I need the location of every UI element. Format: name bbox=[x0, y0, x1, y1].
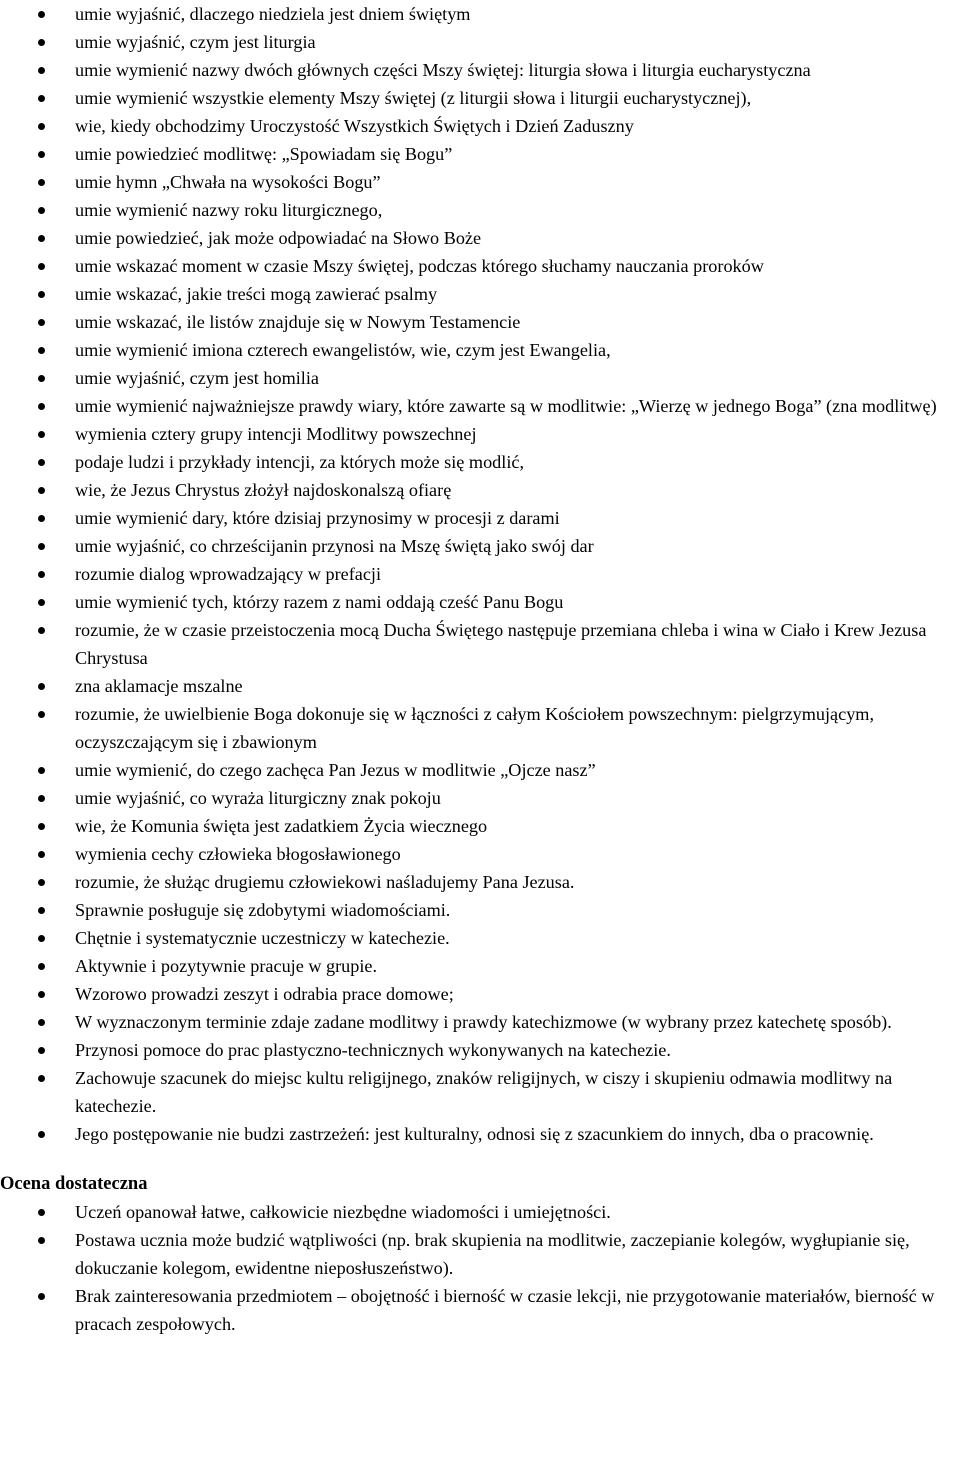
list-item bbox=[0, 616, 960, 672]
bullet-icon bbox=[38, 1131, 45, 1138]
list-item-text: rozumie, że w czasie przeistoczenia mocą Ducha Świętego następuje przemiana chleba i wina w Ciało i Krew Jezusa Chrystusa bbox=[75, 620, 927, 668]
bullet-icon bbox=[38, 627, 45, 634]
bullet-icon bbox=[38, 487, 45, 494]
list-item bbox=[0, 280, 960, 308]
bullet-icon bbox=[38, 151, 45, 158]
list-item-text: zna aklamacje mszalne bbox=[75, 676, 243, 696]
list-item bbox=[0, 392, 960, 420]
list-item-text: Wzorowo prowadzi zeszyt i odrabia prace domowe; bbox=[75, 984, 454, 1004]
list-item-text: umie wymienić nazwy dwóch głównych części Mszy świętej: liturgia słowa i liturgia eucharystyczna bbox=[75, 60, 811, 80]
list-item-text: umie wyjaśnić, czym jest liturgia bbox=[75, 32, 316, 52]
list-item bbox=[0, 896, 960, 924]
list-item-text: rozumie, że uwielbienie Boga dokonuje się w łączności z całym Kościołem powszechnym: pielgrzymującym, oczyszczającym się i zbawionym bbox=[75, 704, 874, 752]
list-item-text: umie wyjaśnić, co chrześcijanin przynosi na Mszę świętą jako swój dar bbox=[75, 536, 594, 556]
bullet-icon bbox=[38, 571, 45, 578]
list-item-text: Uczeń opanował łatwe, całkowicie niezbędne wiadomości i umiejętności. bbox=[75, 1202, 611, 1222]
bullet-icon bbox=[38, 683, 45, 690]
bullet-icon bbox=[38, 263, 45, 270]
list-item-text: umie wymienić najważniejsze prawdy wiary, które zawarte są w modlitwie: „Wierzę w jednego Boga” (zna modlitwę) bbox=[75, 396, 937, 416]
list-item bbox=[0, 1008, 960, 1036]
list-item bbox=[0, 756, 960, 784]
list-item bbox=[0, 56, 960, 84]
list-item bbox=[0, 980, 960, 1008]
list-item bbox=[0, 420, 960, 448]
list-item-text: Przynosi pomoce do prac plastyczno-technicznych wykonywanych na katechezie. bbox=[75, 1040, 671, 1060]
list-item-text: rozumie, że służąc drugiemu człowiekowi naśladujemy Pana Jezusa. bbox=[75, 872, 575, 892]
list-item-text: W wyznaczonym terminie zdaje zadane modlitwy i prawdy katechizmowe (w wybrany przez katechetę sposób). bbox=[75, 1012, 892, 1032]
bullet-icon bbox=[38, 1209, 45, 1216]
list-item bbox=[0, 588, 960, 616]
list-item bbox=[0, 1226, 960, 1282]
bullet-icon bbox=[38, 879, 45, 886]
bullet-icon bbox=[38, 235, 45, 242]
bullet-icon bbox=[38, 347, 45, 354]
list-item bbox=[0, 952, 960, 980]
bullet-icon bbox=[38, 403, 45, 410]
bullet-icon bbox=[38, 291, 45, 298]
list-item bbox=[0, 1120, 960, 1148]
list-item bbox=[0, 140, 960, 168]
list-item bbox=[0, 1036, 960, 1064]
bullet-icon bbox=[38, 431, 45, 438]
list-item-text: Postawa ucznia może budzić wątpliwości (np. brak skupienia na modlitwie, zaczepianie kolegów, wygłupianie się, dokuczanie kolegom, ewidentne nieposłuszeństwo). bbox=[75, 1230, 910, 1278]
bullet-icon bbox=[38, 851, 45, 858]
list-item-text: wymienia cztery grupy intencji Modlitwy powszechnej bbox=[75, 424, 477, 444]
list-item bbox=[0, 84, 960, 112]
list-item bbox=[0, 1282, 960, 1338]
bullet-icon bbox=[38, 179, 45, 186]
bullet-icon bbox=[38, 515, 45, 522]
list-item-text: Zachowuje szacunek do miejsc kultu religijnego, znaków religijnych, w ciszy i skupieniu odmawia modlitwy na katechezie. bbox=[75, 1068, 893, 1116]
list-item-text: Aktywnie i pozytywnie pracuje w grupie. bbox=[75, 956, 378, 976]
bullet-icon bbox=[38, 1075, 45, 1082]
list-item bbox=[0, 28, 960, 56]
list-item bbox=[0, 868, 960, 896]
list-item-text: umie wymienić dary, które dzisiaj przynosimy w procesji z darami bbox=[75, 508, 560, 528]
list-item-text: wymienia cechy człowieka błogosławionego bbox=[75, 844, 401, 864]
bullet-icon bbox=[38, 1019, 45, 1026]
list-item bbox=[0, 252, 960, 280]
list-item-text: umie powiedzieć, jak może odpowiadać na Słowo Boże bbox=[75, 228, 482, 248]
list-item-text: umie powiedzieć modlitwę: „Spowiadam się Bogu” bbox=[75, 144, 453, 164]
list-item bbox=[0, 168, 960, 196]
bullet-icon bbox=[38, 711, 45, 718]
list-item-text: wie, że Komunia święta jest zadatkiem Życia wiecznego bbox=[75, 816, 488, 836]
bullet-icon bbox=[38, 991, 45, 998]
list-item-text: umie wskazać, ile listów znajduje się w Nowym Testamencie bbox=[75, 312, 521, 332]
list-item bbox=[0, 812, 960, 840]
list-item bbox=[0, 112, 960, 140]
list-item-text: umie wyjaśnić, dlaczego niedziela jest dniem świętym bbox=[75, 4, 471, 24]
bullet-icon bbox=[38, 39, 45, 46]
list-item bbox=[0, 476, 960, 504]
list-item-text: rozumie dialog wprowadzający w prefacji bbox=[75, 564, 382, 584]
list-item bbox=[0, 560, 960, 588]
list-item bbox=[0, 840, 960, 868]
list-item bbox=[0, 364, 960, 392]
list-item-text: umie hymn „Chwała na wysokości Bogu” bbox=[75, 172, 381, 192]
bullet-icon bbox=[38, 459, 45, 466]
list-item-text: Sprawnie posługuje się zdobytymi wiadomościami. bbox=[75, 900, 451, 920]
list-item bbox=[0, 448, 960, 476]
list-item bbox=[0, 1198, 960, 1226]
list-item-text: umie wyjaśnić, co wyraża liturgiczny znak pokoju bbox=[75, 788, 441, 808]
list-item-text: Jego postępowanie nie budzi zastrzeżeń: jest kulturalny, odnosi się z szacunkiem do innych, dba o pracownię. bbox=[75, 1124, 874, 1144]
list-item bbox=[0, 784, 960, 812]
list-item-text: umie wskazać moment w czasie Mszy świętej, podczas którego słuchamy nauczania proroków bbox=[75, 256, 764, 276]
list-item-text: umie wymienić imiona czterech ewangelistów, wie, czym jest Ewangelia, bbox=[75, 340, 611, 360]
list-item-text: umie wymienić wszystkie elementy Mszy świętej (z liturgii słowa i liturgii eucharystycznej), bbox=[75, 88, 752, 108]
list-item bbox=[0, 700, 960, 756]
bullet-icon bbox=[38, 907, 45, 914]
bullet-icon bbox=[38, 1237, 45, 1244]
sufficient-grade-list bbox=[0, 1198, 960, 1338]
bullet-icon bbox=[38, 767, 45, 774]
bullet-icon bbox=[38, 795, 45, 802]
list-item bbox=[0, 224, 960, 252]
bullet-icon bbox=[38, 935, 45, 942]
bullet-icon bbox=[38, 67, 45, 74]
list-item-text: umie wymienić nazwy roku liturgicznego, bbox=[75, 200, 383, 220]
bullet-icon bbox=[38, 95, 45, 102]
bullet-icon bbox=[38, 375, 45, 382]
list-item bbox=[0, 672, 960, 700]
list-item bbox=[0, 0, 960, 28]
bullet-icon bbox=[38, 207, 45, 214]
bullet-icon bbox=[38, 1047, 45, 1054]
bullet-icon bbox=[38, 123, 45, 130]
list-item-text: wie, że Jezus Chrystus złożył najdoskonalszą ofiarę bbox=[75, 480, 452, 500]
list-item-text: umie wymienić tych, którzy razem z nami oddają cześć Panu Bogu bbox=[75, 592, 564, 612]
bullet-icon bbox=[38, 319, 45, 326]
bullet-icon bbox=[38, 1293, 45, 1300]
list-item-text: umie wymienić, do czego zachęca Pan Jezus w modlitwie „Ojcze nasz” bbox=[75, 760, 596, 780]
list-item-text: wie, kiedy obchodzimy Uroczystość Wszystkich Świętych i Dzień Zaduszny bbox=[75, 116, 634, 136]
bullet-icon bbox=[38, 543, 45, 550]
list-item-text: Brak zainteresowania przedmiotem – obojętność i bierność w czasie lekcji, nie przygotowanie materiałów, bierność w pracach zespołowych. bbox=[75, 1286, 935, 1334]
list-item bbox=[0, 308, 960, 336]
bullet-icon bbox=[38, 823, 45, 830]
list-item bbox=[0, 924, 960, 952]
bullet-icon bbox=[38, 963, 45, 970]
list-item bbox=[0, 532, 960, 560]
list-item bbox=[0, 504, 960, 532]
list-item bbox=[0, 196, 960, 224]
list-item-text: podaje ludzi i przykłady intencji, za których może się modlić, bbox=[75, 452, 524, 472]
bullet-icon bbox=[38, 11, 45, 18]
list-item bbox=[0, 336, 960, 364]
section-heading: Ocena dostateczna bbox=[0, 1174, 148, 1194]
list-item-text: umie wyjaśnić, czym jest homilia bbox=[75, 368, 319, 388]
list-item-text: umie wskazać, jakie treści mogą zawierać psalmy bbox=[75, 284, 438, 304]
list-item-text: Chętnie i systematycznie uczestniczy w katechezie. bbox=[75, 928, 450, 948]
list-item bbox=[0, 1064, 960, 1120]
bullet-icon bbox=[38, 599, 45, 606]
